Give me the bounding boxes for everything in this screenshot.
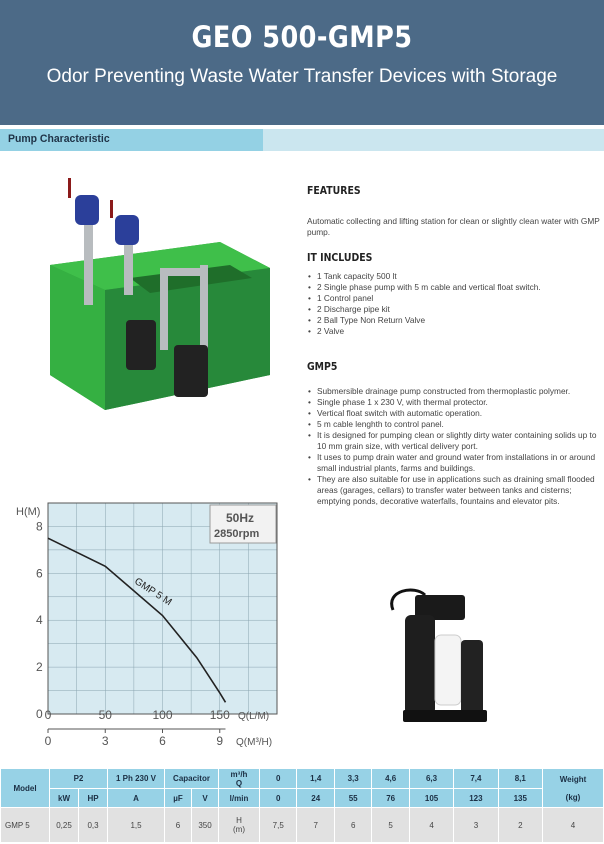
cell-h: 4 <box>409 808 453 843</box>
cell-v: 350 <box>192 808 219 843</box>
col-kw-header: kW <box>50 789 79 808</box>
series-label: GMP 5 M <box>132 576 174 609</box>
list-item: • 1 Control panel <box>317 293 601 304</box>
y-tick-label: 2 <box>36 660 43 675</box>
m3h-value: 6,3 <box>409 769 453 789</box>
x2-tick-label: 0 <box>44 734 52 748</box>
cell-h: 3 <box>454 808 498 843</box>
m3h-value: 8,1 <box>498 769 542 789</box>
y-tick-label: 4 <box>36 613 43 628</box>
col-q-header: m³/h Q <box>219 769 260 789</box>
list-item: • 2 Discharge pipe kit <box>317 304 601 315</box>
features-column <box>307 185 601 507</box>
y-tick-label: 8 <box>36 519 43 534</box>
list-item: • 1 Tank capacity 500 lt <box>317 271 601 282</box>
pump-photo <box>385 585 495 735</box>
gmp5-heading: GMP5 <box>307 360 338 373</box>
col-capacitor-header: Capacitor <box>165 769 219 789</box>
header-banner <box>0 0 604 125</box>
cell-weight: 4 <box>543 808 604 843</box>
cell-h: 7,5 <box>260 808 297 843</box>
m3h-value: 3,3 <box>334 769 371 789</box>
page-subtitle: Odor Preventing Waste Water Transfer Devices with Storage <box>46 66 558 87</box>
m3h-value: 7,4 <box>454 769 498 789</box>
lmin-value: 135 <box>498 789 542 808</box>
section-bar-label: Pump Characteristic <box>8 133 110 145</box>
cell-h: 5 <box>372 808 409 843</box>
m3h-value: 0 <box>260 769 297 789</box>
x-axis-label: Q(L/M) <box>238 711 270 722</box>
list-item: • They are also suitable for use in applications such as draining small flooded areas (garages, cellars) to transfer water between tanks and cisterns; emptying ponds, decorative waterfalls, fountains and elevator pits. <box>317 474 601 507</box>
x2-axis-label: Q(M³/H) <box>236 737 273 748</box>
x2-tick-label: 9 <box>216 734 224 748</box>
includes-list <box>307 271 601 337</box>
info-speed: 2850rpm <box>214 528 260 540</box>
m3h-value: 1,4 <box>297 769 334 789</box>
cell-hp: 0,3 <box>79 808 108 843</box>
list-item: • Single phase 1 x 230 V, with thermal protector. <box>317 397 601 408</box>
list-item: • It uses to pump drain water and ground water from installations in or around small industrial plants, farms and buildings. <box>317 452 601 474</box>
lmin-value: 76 <box>372 789 409 808</box>
x-tick-label: 100 <box>152 708 173 722</box>
col-p2-header: P2 <box>50 769 108 789</box>
list-item: • Submersible drainage pump constructed from thermoplastic polymer. <box>317 386 601 397</box>
x-tick-label: 150 <box>209 708 230 722</box>
lmin-value: 55 <box>334 789 371 808</box>
table-row <box>1 808 604 843</box>
list-item: • It is designed for pumping clean or slightly dirty water containing solids up to 10 mm grain size, with vertical delivery port. <box>317 430 601 452</box>
gmp5-list <box>307 386 601 507</box>
features-text: Automatic collecting and lifting station for clean or slightly clean water with GMP pump. <box>307 216 600 237</box>
y-tick-label: 6 <box>36 566 43 581</box>
page-title: GEO 500-GMP5 <box>191 20 413 54</box>
lmin-value: 24 <box>297 789 334 808</box>
cell-model: GMP 5 <box>1 808 50 843</box>
list-item: • 2 Single phase pump with 5 m cable and vertical float switch. <box>317 282 601 293</box>
cell-h-label: H (m) <box>219 808 260 843</box>
cell-h: 6 <box>334 808 371 843</box>
col-phase-header: 1 Ph 230 V <box>108 769 165 789</box>
y-axis-label: H(M) <box>16 506 41 518</box>
col-hp-header: HP <box>79 789 108 808</box>
col-a-header: A <box>108 789 165 808</box>
list-item: • 5 m cable lenghth to control panel. <box>317 419 601 430</box>
lmin-value: 123 <box>454 789 498 808</box>
x2-tick-label: 6 <box>159 734 166 748</box>
lmin-value: 105 <box>409 789 453 808</box>
y-tick-label: 0 <box>36 707 43 721</box>
section-bar <box>0 129 604 151</box>
includes-heading: IT INCLUDES <box>307 251 373 264</box>
cell-h: 7 <box>297 808 334 843</box>
cell-kw: 0,25 <box>50 808 79 843</box>
list-item: • 2 Valve <box>317 326 601 337</box>
list-item: • 2 Ball Type Non Return Valve <box>317 315 601 326</box>
tank-illustration <box>30 170 280 410</box>
pump-curve-chart <box>0 495 300 760</box>
cell-a: 1,5 <box>108 808 165 843</box>
col-weight-header: Weight (kg) <box>543 769 604 808</box>
m3h-value: 4,6 <box>372 769 409 789</box>
x-tick-label: 0 <box>44 708 52 722</box>
col-v-header: V <box>192 789 219 808</box>
col-uf-header: µF <box>165 789 192 808</box>
col-model-header: Model <box>1 769 50 808</box>
info-frequency: 50Hz <box>226 511 255 525</box>
list-item: • Vertical float switch with automatic operation. <box>317 408 601 419</box>
x2-tick-label: 3 <box>101 734 109 748</box>
cell-uf: 6 <box>165 808 192 843</box>
features-heading: FEATURES <box>307 184 361 197</box>
x-tick-label: 50 <box>98 708 112 722</box>
col-lmin-header: l/min <box>219 789 260 808</box>
cell-h: 2 <box>498 808 542 843</box>
spec-table <box>0 768 604 843</box>
lmin-value: 0 <box>260 789 297 808</box>
